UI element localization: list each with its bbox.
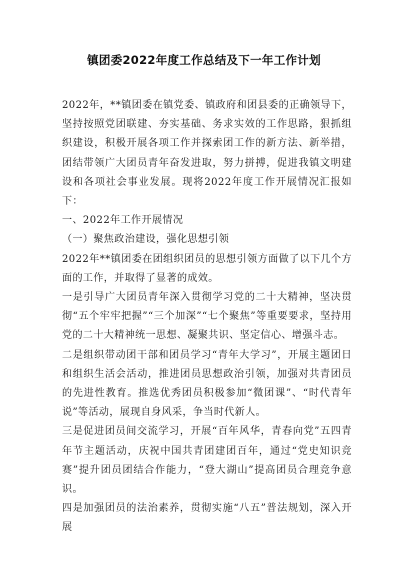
paragraph-intro: 2022年，**镇团委在镇党委、镇政府和团县委的正确领导下，坚持按照党团联建、夯实基础、务求实效的工作思路，狠抓组织建设，积极开展各项工作并探索团工作的新方法、新举措，团结带领广大团员青年奋发进取，努力拼搏，促进我镇文明建设和各项社会事业发展。现将2022年度工作开展情况汇报如下： [62,100,352,208]
section-heading: 一、2022年工作开展情况 [62,215,184,227]
subsection-heading: （一）聚焦政治建设，强化思想引领 [62,234,230,246]
document-title: 镇团委2022年度工作总结及下一年工作计划 [87,53,321,67]
paragraph-item-1: 一是引导广大团员青年深入贯彻学习党的二十大精神，坚决贯彻“五个牢牢把握”“三个加深”“七个聚焦”等重要要求，坚持用党的二十大精神统一思想、凝聚共识、坚定信心、增强斗志。 [62,292,352,342]
paragraph-item-3: 三是促进团员间交流学习，开展“百年风华，青春向党”五四青年节主题活动，庆祝中国共青团建团百年，通过“党史知识竞赛”提升团员团结合作能力，“登大湖山”提高团员合理竞争意识。 [62,426,352,496]
paragraph-item-4: 四是加强团员的法治素养，贯彻实施“八五”普法规划，深入开展 [62,503,352,534]
paragraph-summary: 2022年**镇团委在团组织团员的思想引领方面做了以下几个方面的工作，并取得了显著的成效。 [62,253,352,284]
document-body [62,96,352,538]
paragraph-item-2: 二是组织带动团干部和团员学习“青年大学习”，开展主题团日和组织生活会活动，推进团员思想政治引领，加强对共青团员的先进性教育。推选优秀团员积极参加“微团课”、“时代青年说”等活动，展现自身风采，争当时代新人。 [62,349,352,419]
